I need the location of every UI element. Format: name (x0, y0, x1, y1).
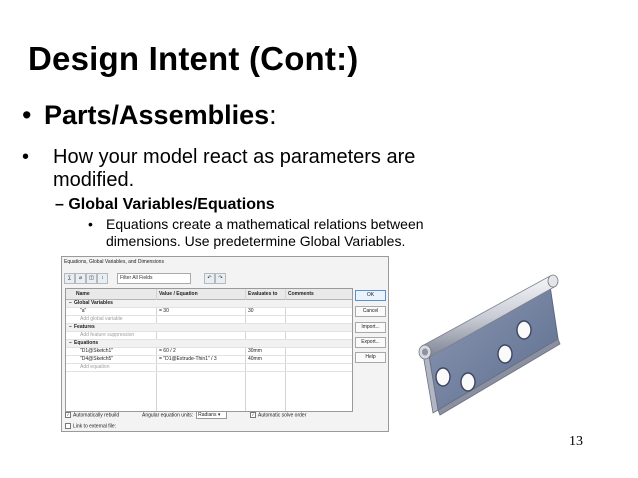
row-name[interactable]: "D1@Sketch1" (80, 348, 114, 354)
section-label: Equations (74, 340, 99, 346)
auto-solve-checkbox[interactable]: ✓ (251, 412, 255, 417)
collapse-icon[interactable]: − (69, 324, 72, 330)
row-name[interactable]: "a" (80, 308, 87, 314)
auto-rebuild-checkbox[interactable]: ✓ (66, 412, 70, 417)
column-header-comments[interactable]: Comments (288, 291, 314, 297)
table-row[interactable] (66, 308, 352, 316)
add-global-variable-label[interactable]: Add global variable (80, 316, 123, 322)
add-equation-label[interactable]: Add equation (80, 364, 110, 370)
dash-marker: – (55, 196, 64, 213)
row-value[interactable]: = 60 / 2 (159, 348, 176, 354)
row-evaluates: 40mm (248, 356, 262, 362)
plate-hole (436, 368, 450, 386)
slide-title: Design Intent (Cont:) (28, 40, 359, 77)
equation-view-icon[interactable]: ∑ (64, 273, 75, 284)
hinge-rod-end-right (548, 275, 558, 287)
collapse-icon[interactable]: − (69, 340, 72, 346)
add-global-variable-row[interactable] (66, 316, 352, 324)
column-header-name[interactable]: Name (76, 291, 90, 297)
row-evaluates: 30mm (248, 348, 262, 354)
export-button[interactable]: Export... (355, 337, 386, 348)
angular-units-value: Radians (198, 412, 217, 418)
plate-hole (498, 345, 512, 363)
section-label: Features (74, 324, 95, 330)
plate-hole (517, 321, 531, 339)
auto-rebuild-option[interactable] (65, 412, 119, 418)
link-external-option[interactable] (65, 423, 116, 429)
dimension-view-icon[interactable]: ◫ (86, 273, 97, 284)
plate-face (428, 286, 558, 410)
subsubbullet-equations-text: Equations create a mathematical relations between dimensions. Use predetermine Global Variables. (106, 216, 424, 249)
help-button[interactable]: Help (355, 352, 386, 363)
row-value[interactable]: = 30 (159, 308, 169, 314)
sketch-equation-view-icon[interactable]: ⌀ (75, 273, 86, 284)
subbullet-global-variables-text: Global Variables/Equations (68, 196, 275, 213)
angular-units-label: Angular equation units: (142, 412, 194, 419)
bullet-marker: • (22, 146, 30, 168)
equations-grid (65, 288, 353, 412)
bullet-parts-assemblies-label: Parts/Assemblies (44, 100, 270, 130)
angular-units-option (142, 411, 227, 419)
auto-solve-option[interactable] (250, 412, 306, 418)
bullet-model-react-text: How your model react as parameters are modified. (53, 146, 416, 191)
dialog-title: Equations, Global Variables, and Dimensions (64, 259, 164, 265)
ordered-view-icon[interactable]: ↕ (97, 273, 108, 284)
add-equation-row[interactable] (66, 364, 352, 372)
angular-units-select[interactable]: Radians ▾ (196, 411, 227, 419)
grid-header (66, 289, 352, 300)
cancel-button[interactable]: Cancel (355, 306, 386, 317)
subbullet-global-variables (55, 196, 275, 214)
bullet-parts-assemblies (22, 100, 277, 131)
filter-input[interactable] (117, 273, 191, 284)
page-number: 13 (569, 434, 583, 449)
bullet-marker: • (88, 216, 93, 232)
row-evaluates: 30 (248, 308, 254, 314)
link-external-label: Link to external file: (73, 423, 117, 430)
auto-rebuild-label: Automatically rebuild (73, 412, 120, 419)
table-row[interactable] (66, 356, 352, 364)
hinged-plate-illustration (400, 262, 580, 432)
add-feature-suppression-row[interactable] (66, 332, 352, 340)
bullet-marker: • (22, 100, 32, 130)
hinge-rod-end-left-hole (422, 349, 428, 356)
bullet-parts-assemblies-colon: : (269, 100, 277, 130)
section-equations[interactable] (66, 340, 352, 348)
redo-icon[interactable]: ↷ (215, 273, 226, 284)
section-label: Global Variables (74, 300, 113, 306)
import-button[interactable]: Import... (355, 322, 386, 333)
row-value[interactable]: = "D1@Extrude-Thin1" / 3 (159, 356, 217, 362)
section-global-variables[interactable] (66, 300, 352, 308)
auto-solve-label: Automatic solve order (258, 412, 307, 419)
collapse-icon[interactable]: − (69, 300, 72, 306)
section-features[interactable] (66, 324, 352, 332)
ok-button[interactable]: OK (355, 290, 386, 301)
filter-placeholder: Filter All Fields (120, 275, 153, 281)
table-row[interactable] (66, 348, 352, 356)
plate-hole (461, 373, 475, 391)
row-name[interactable]: "D4@Sketch5" (80, 356, 114, 362)
undo-icon[interactable]: ↶ (204, 273, 215, 284)
column-header-evaluates[interactable]: Evaluates to (248, 291, 278, 297)
column-header-value[interactable]: Value / Equation (159, 291, 198, 297)
equations-dialog (61, 256, 389, 432)
add-feature-suppression-label[interactable]: Add feature suppression (80, 332, 135, 338)
link-external-checkbox[interactable] (65, 423, 71, 429)
